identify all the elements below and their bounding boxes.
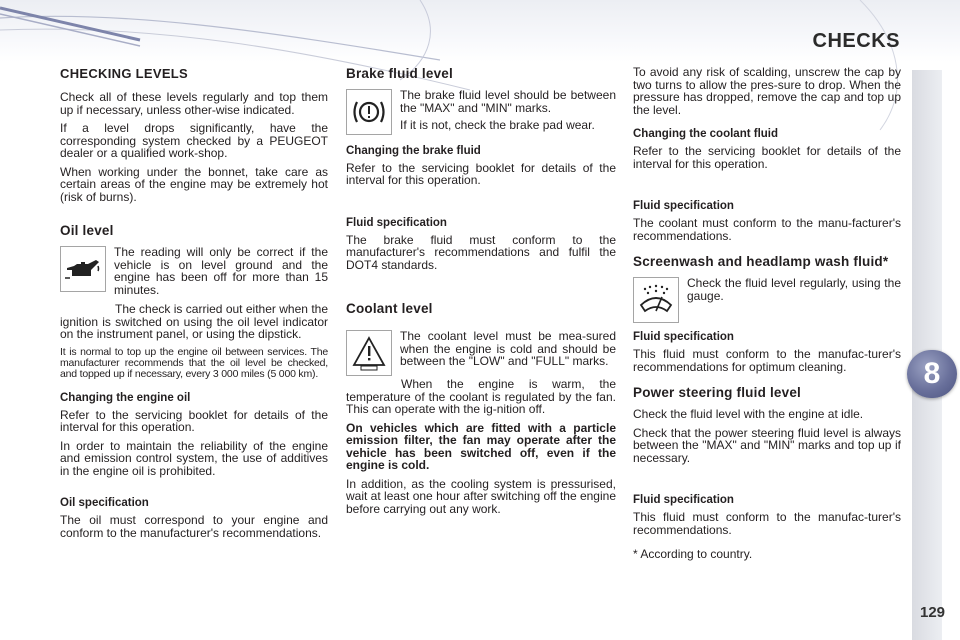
- brake-paragraph-2: If it is not, check the brake pad wear.: [400, 118, 595, 132]
- coolant-paragraph-3: In addition, as the cooling system is pressurised, wait at least one hour after switching off the engine before carrying out any work.: [346, 476, 616, 516]
- column-2: [346, 66, 616, 521]
- intro-paragraph-2: If a level drops significantly, have the corresponding system checked by a PEUGEOT dealer or a qualified work-shop.: [60, 121, 328, 160]
- chapter-badge[interactable]: 8: [907, 350, 957, 398]
- heading-brake-fluid-specification: Fluid specification: [346, 216, 447, 229]
- coolant-spec-paragraph: The coolant must conform to the manu-facturer's recommendations.: [633, 216, 901, 243]
- page-number: 129: [920, 604, 946, 621]
- oil-paragraph-1: The reading will only be correct if the vehicle is on level ground and the engine has been off for more than 15 minutes.: [114, 245, 328, 297]
- brake-warning-icon: [346, 89, 392, 135]
- coolant-level-block: [346, 330, 616, 376]
- changing-oil-paragraph-1: Refer to the servicing booklet for details of the interval for this operation.: [60, 407, 328, 434]
- coolant-paragraph-2: When the engine is warm, the temperature of the coolant is regulated by the fan. This can operate with the ig-nition off.: [346, 377, 616, 416]
- screenwash-block: [633, 277, 901, 323]
- changing-oil-paragraph-2: In order to maintain the reliability of the engine and emission control system, the use of additives in the engine oil is prohibited.: [60, 438, 328, 478]
- oil-paragraph-2: The check is carried out either when the ignition is switched on using the oil level indicator on the instrument panel, or using the dipstick.: [60, 302, 328, 341]
- steering-paragraph-2: Check that the power steering fluid level is always between the "MAX" and "MIN" marks and top up if necessary.: [633, 425, 901, 465]
- brake-spec-paragraph: The brake fluid must conform to the manufacturer's recommendations and fulfil the DOT4 standards.: [346, 232, 616, 272]
- heading-coolant-specification: Fluid specification: [633, 200, 734, 212]
- footnote: * According to country.: [633, 547, 753, 561]
- column-3: [633, 66, 901, 561]
- intro-paragraph-1: Check all of these levels regularly and top them up if necessary, unless other-wise indicated.: [60, 90, 328, 117]
- steering-spec-paragraph: This fluid must conform to the manufac-turer's recommendations.: [633, 510, 901, 537]
- coolant-warning-icon: [346, 330, 392, 376]
- section-heading-checking-levels: CHECKING LEVELS: [60, 66, 189, 81]
- heading-oil-level: Oil level: [60, 223, 114, 238]
- coolant-warning-paragraph: On vehicles which are fitted with a particle emission filter, the fan may operate after the vehicle has been switched off, even if the engine is cold.: [346, 420, 616, 472]
- oil-paragraph-3: It is normal to top up the engine oil between services. The manufacturer recommends that the oil level be checked, and topped up if necessary, every 3 000 miles (5 000 km).: [60, 345, 328, 380]
- heading-brake-fluid-level: Brake fluid level: [346, 66, 453, 81]
- brake-paragraph-1: The brake fluid level should be between the "MAX" and "MIN" marks.: [400, 88, 616, 115]
- oil-can-icon: [60, 246, 106, 292]
- steering-paragraph-1: Check the fluid level with the engine at idle.: [633, 407, 864, 421]
- brake-fluid-block: [346, 89, 616, 137]
- heading-screenwash-fluid: Screenwash and headlamp wash fluid*: [633, 254, 889, 269]
- heading-coolant-level: Coolant level: [346, 301, 433, 316]
- oil-level-block: [60, 246, 328, 301]
- screenwash-spec-paragraph: This fluid must conform to the manufac-turer's recommendations for optimum cleaning.: [633, 347, 901, 374]
- heading-power-steering-fluid: Power steering fluid level: [633, 385, 801, 400]
- screenwash-paragraph: Check the fluid level regularly, using the gauge.: [687, 276, 901, 303]
- intro-paragraph-3: When working under the bonnet, take care as certain areas of the engine may be extremely hot (risk of burns).: [60, 164, 328, 204]
- changing-coolant-paragraph: Refer to the servicing booklet for details of the interval for this operation.: [633, 144, 901, 171]
- coolant-paragraph-1: The coolant level must be mea-sured when the engine is cold and should be between the "LOW" and "FULL" marks.: [400, 329, 616, 368]
- chapter-title: CHECKS: [812, 30, 900, 52]
- heading-changing-brake-fluid: Changing the brake fluid: [346, 144, 481, 157]
- changing-brake-paragraph: Refer to the servicing booklet for details of the interval for this operation.: [346, 160, 616, 187]
- heading-steering-specification: Fluid specification: [633, 494, 734, 506]
- heading-changing-engine-oil: Changing the engine oil: [60, 391, 191, 404]
- heading-screenwash-specification: Fluid specification: [633, 331, 734, 343]
- oil-spec-paragraph: The oil must correspond to your engine and conform to the manufacturer's recommendations.: [60, 513, 328, 540]
- scald-paragraph: To avoid any risk of scalding, unscrew the cap by two turns to allow the pres-sure to drop. When the pressure has dropped, remove the cap and top up the level.: [633, 65, 901, 117]
- heading-changing-coolant-fluid: Changing the coolant fluid: [633, 128, 779, 140]
- heading-oil-specification: Oil specification: [60, 497, 149, 509]
- column-1: [60, 66, 328, 545]
- screenwash-icon: [633, 277, 679, 323]
